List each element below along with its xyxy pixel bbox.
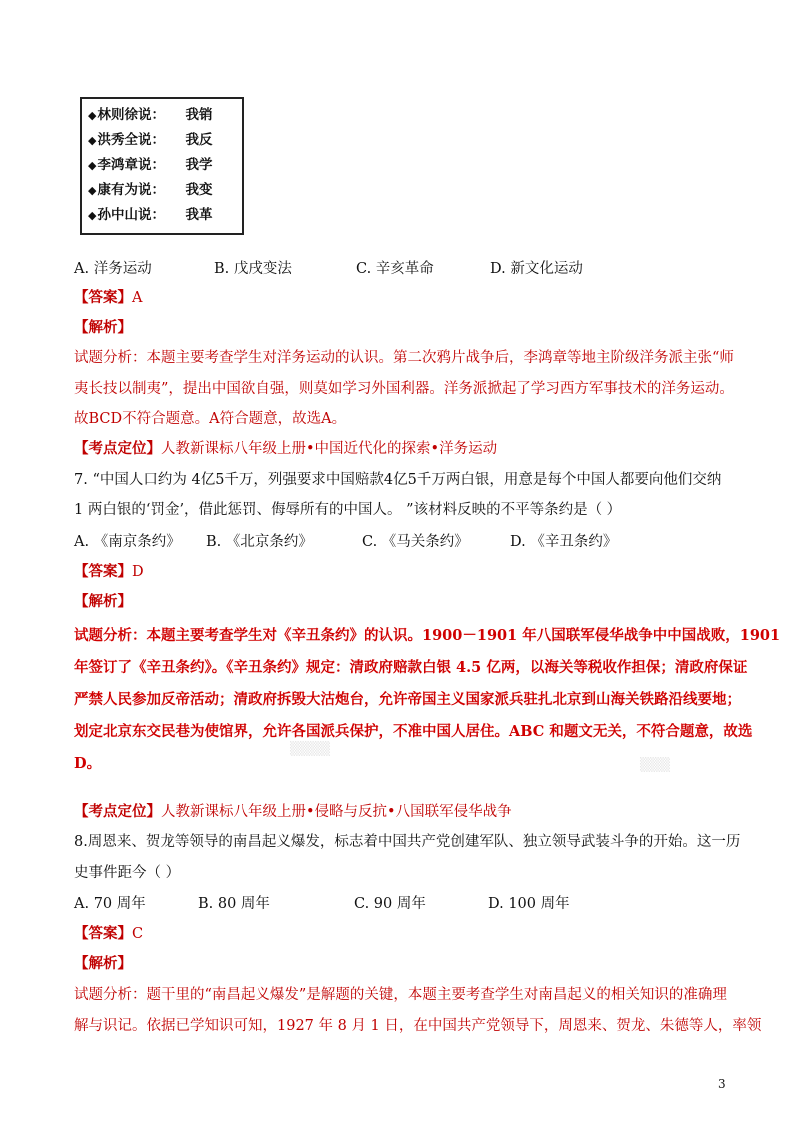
q6-answer: 【答案】A bbox=[74, 289, 143, 306]
option-a: A. 70 周年 bbox=[74, 896, 146, 912]
q7-stem-line: 1 两白银的‘罚金’，借此惩罚、侮辱所有的中国人。 ”该材料反映的不平等条约是（ ） bbox=[74, 502, 622, 518]
q8-analysis-line: 解与识记。依据已学知识可知，1927 年 8 月 1 日，在中国共产党领导下，周恩来、贺龙、朱德等人，率领 bbox=[74, 1018, 762, 1034]
option-c: C. 《马关条约》 bbox=[362, 534, 469, 550]
option-b: B. 80 周年 bbox=[198, 896, 270, 912]
page-number: 3 bbox=[718, 1077, 726, 1091]
faint-watermark: ▒▒▒▒ bbox=[290, 742, 330, 757]
q8-stem-line: 史事件距今（ ） bbox=[74, 865, 181, 881]
q6-options bbox=[74, 257, 583, 278]
q7-analysis-line: D。 bbox=[74, 755, 102, 772]
q8-options bbox=[74, 892, 570, 913]
option-a: A. 《南京条约》 bbox=[74, 534, 181, 550]
quote-image-box bbox=[80, 97, 244, 235]
q7-stem-line: 7. “中国人口约为 4亿5千万，列强要求中国赔款4亿5千万两白银，用意是每个中国人都要向他们交纳 bbox=[74, 472, 722, 488]
q8-analysis-line: 试题分析：题干里的“南昌起义爆发”是解题的关键，本题主要考查学生对南昌起义的相关知识的准确理 bbox=[74, 987, 727, 1003]
option-c: C. 90 周年 bbox=[354, 896, 426, 912]
quote-line: ◆孙中山说： 我革 bbox=[88, 207, 213, 223]
option-d: D. 《辛丑条约》 bbox=[510, 534, 618, 550]
quote-line: ◆林则徐说： 我销 bbox=[88, 107, 213, 123]
q8-stem-line: 8.周恩来、贺龙等领导的南昌起义爆发，标志着中国共产党创建军队、独立领导武装斗争的开始。这一历 bbox=[74, 834, 741, 850]
option-a: A. 洋务运动 bbox=[74, 261, 152, 277]
q7-answer: 【答案】D bbox=[74, 563, 144, 580]
q7-analysis-line: 严禁人民参加反帝活动；清政府拆毁大沽炮台，允许帝国主义国家派兵驻扎北京到山海关铁路沿线要地； bbox=[74, 691, 741, 708]
q6-analysis-line: 试题分析：本题主要考查学生对洋务运动的认识。第二次鸦片战争后，李鸿章等地主阶级洋务派主张“师 bbox=[74, 350, 734, 366]
q7-analysis-line: 划定北京东交民巷为使馆界，允许各国派兵保护，不准中国人居住。ABC 和题文无关，不符合题意，故选 bbox=[74, 723, 753, 740]
q7-analysis-line: 年签订了《辛丑条约》。《辛丑条约》规定：清政府赔款白银 4.5 亿两，以海关等税收作担保；清政府保证 bbox=[74, 659, 748, 676]
option-c: C. 辛亥革命 bbox=[356, 261, 434, 277]
quote-line: ◆洪秀全说： 我反 bbox=[88, 132, 213, 148]
quote-line: ◆李鸿章说： 我学 bbox=[88, 157, 213, 173]
option-b: B. 戊戌变法 bbox=[214, 261, 292, 277]
quote-line: ◆康有为说： 我变 bbox=[88, 182, 213, 198]
option-d: D. 100 周年 bbox=[488, 896, 570, 912]
q6-kaodian: 【考点定位】人教新课标八年级上册•中国近代化的探索•洋务运动 bbox=[74, 440, 498, 457]
option-d: D. 新文化运动 bbox=[490, 261, 583, 277]
q6-analysis-label: 【解析】 bbox=[74, 319, 132, 336]
option-b: B. 《北京条约》 bbox=[206, 534, 313, 550]
faint-watermark: ▒▒▒ bbox=[640, 758, 670, 773]
q7-analysis-label: 【解析】 bbox=[74, 593, 132, 610]
q8-answer: 【答案】C bbox=[74, 925, 144, 942]
q6-analysis-line: 夷长技以制夷”，提出中国欲自强，则莫如学习外国利器。洋务派掀起了学习西方军事技术的洋务运动。 bbox=[74, 381, 734, 397]
q7-options bbox=[74, 530, 617, 551]
q7-analysis-line: 试题分析：本题主要考查学生对《辛丑条约》的认识。1900－1901 年八国联军侵华战争中中国战败，1901 bbox=[74, 627, 781, 644]
q6-analysis-line: 故BCD不符合题意。A符合题意，故选A。 bbox=[74, 411, 347, 427]
q7-kaodian: 【考点定位】人教新课标八年级上册•侵略与反抗•八国联军侵华战争 bbox=[74, 803, 512, 820]
q8-analysis-label: 【解析】 bbox=[74, 955, 132, 972]
